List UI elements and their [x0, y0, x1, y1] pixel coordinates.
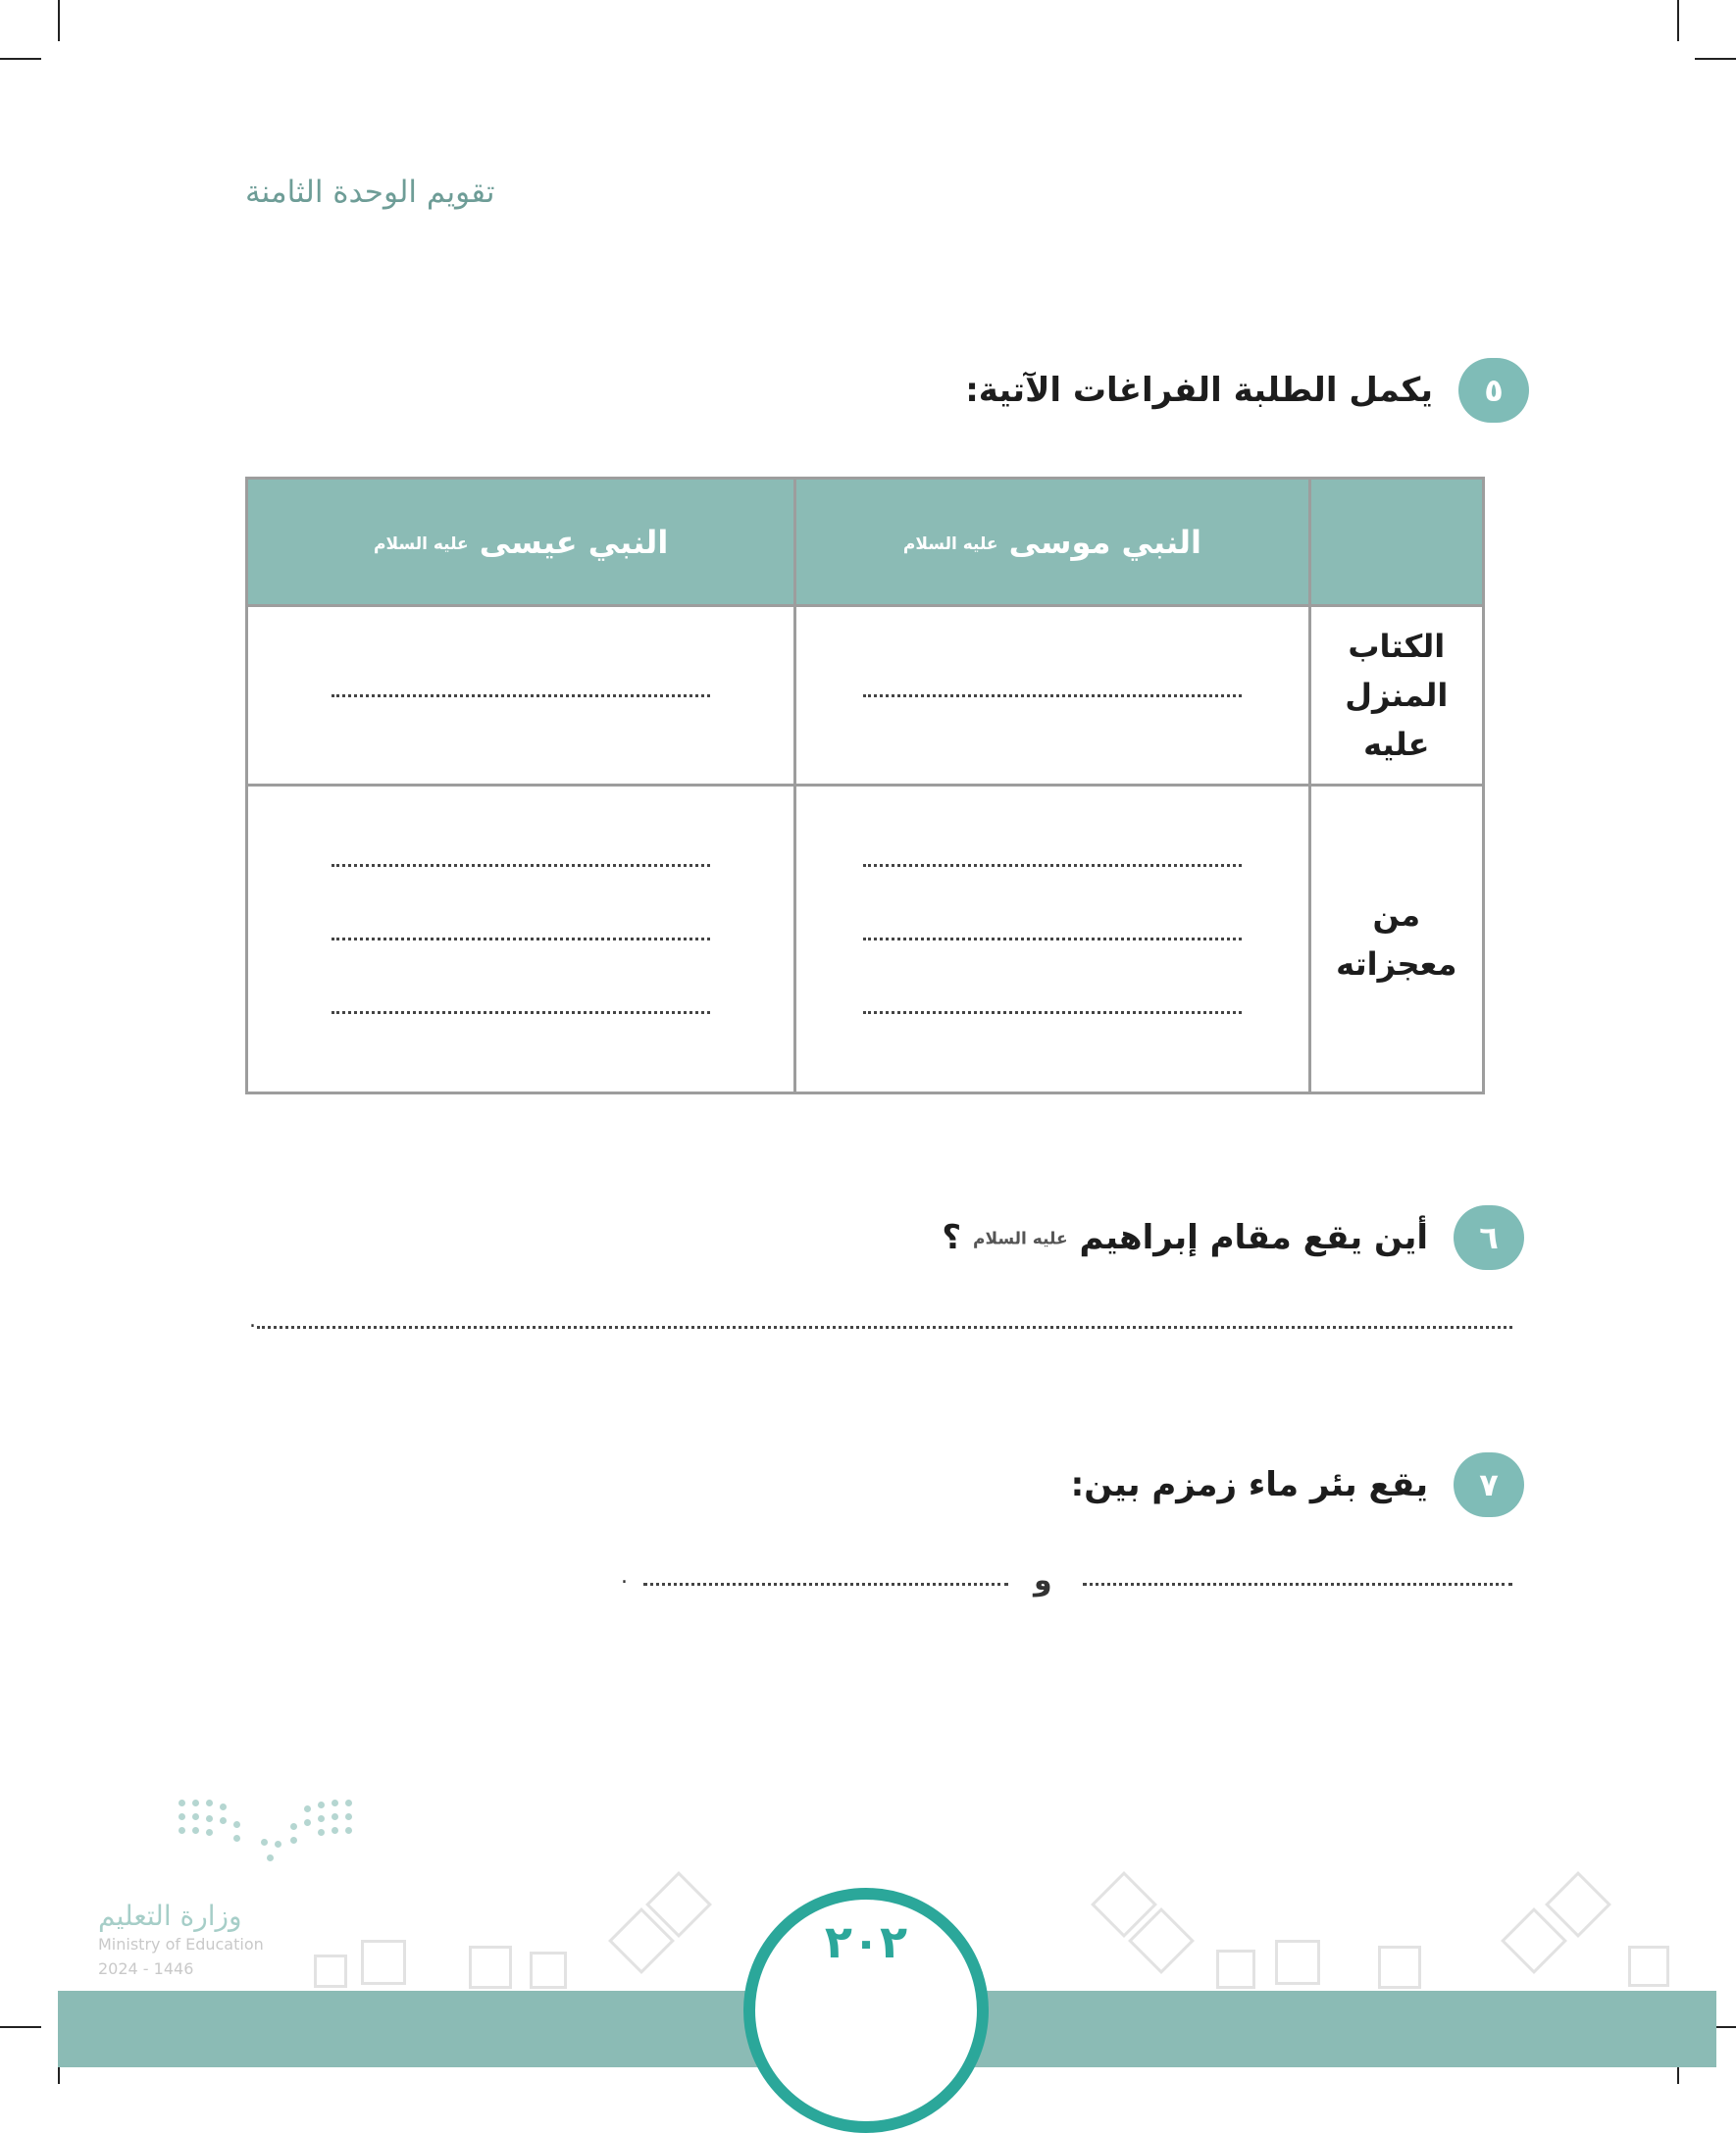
salutation-glyph: عليه السلام — [973, 1229, 1068, 1249]
decorative-square — [1216, 1950, 1255, 1989]
answer-blank[interactable] — [863, 864, 1242, 867]
row-label-miracles — [1309, 786, 1483, 1093]
crop-mark — [0, 58, 41, 60]
header-label: النبي موسى — [1008, 523, 1201, 561]
ministry-name-ar: وزارة التعليم — [98, 1900, 242, 1932]
page-number: ٢٠٢ — [824, 1915, 908, 1968]
question-mark: ؟ — [942, 1218, 962, 1257]
question-7 — [1071, 1452, 1524, 1517]
question-number-badge: ٥ — [1458, 358, 1529, 423]
period-mark: . — [621, 1564, 628, 1589]
conjunction-and: و — [1034, 1563, 1052, 1598]
question-number-badge: ٧ — [1454, 1452, 1524, 1517]
decorative-square — [1275, 1940, 1320, 1985]
question-number-badge: ٦ — [1454, 1205, 1524, 1270]
answer-cell[interactable] — [795, 786, 1309, 1093]
decorative-square — [314, 1955, 347, 1988]
ministry-year: 2024 - 1446 — [98, 1959, 194, 1978]
answer-blank[interactable] — [863, 938, 1242, 940]
decorative-square — [1378, 1946, 1421, 1989]
header-label: النبي عيسى — [479, 523, 669, 561]
table-corner-cell — [1309, 479, 1483, 606]
question-text — [942, 1218, 1428, 1257]
ministry-name-en: Ministry of Education — [98, 1935, 264, 1954]
decorative-square — [361, 1940, 406, 1985]
answer-cell[interactable] — [247, 786, 795, 1093]
page-title: تقويم الوحدة الثامنة — [245, 175, 495, 210]
answer-blank[interactable] — [643, 1583, 1008, 1586]
row-label-line: معجزاته — [1336, 944, 1457, 983]
answer-blank[interactable] — [863, 694, 1242, 697]
answer-cell[interactable] — [795, 606, 1309, 786]
answer-blank[interactable] — [332, 1011, 710, 1014]
question-text: يكمل الطلبة الفراغات الآتية: — [965, 371, 1433, 410]
answer-blank[interactable] — [332, 694, 710, 697]
salutation-glyph: عليه السلام — [902, 533, 998, 554]
row-label-book — [1309, 606, 1483, 786]
row-label-line: المنزل — [1345, 677, 1449, 714]
decorative-square — [530, 1952, 567, 1989]
question-5 — [965, 358, 1529, 423]
answer-blank[interactable] — [257, 1326, 1512, 1329]
header-musa — [795, 479, 1309, 606]
salutation-glyph: عليه السلام — [374, 533, 469, 554]
answer-cell[interactable] — [247, 606, 795, 786]
crop-mark — [0, 2026, 41, 2028]
header-isa — [247, 479, 795, 606]
question-text: يقع بئر ماء زمزم بين: — [1070, 1465, 1428, 1504]
question-6 — [942, 1205, 1524, 1270]
crop-mark — [58, 0, 60, 41]
decorative-square — [1628, 1946, 1669, 1987]
crop-mark — [1677, 0, 1679, 41]
decorative-square — [469, 1946, 512, 1989]
crop-mark — [1695, 58, 1736, 60]
row-label-line: عليه — [1363, 726, 1430, 763]
answer-blank[interactable] — [332, 938, 710, 940]
answer-blank[interactable] — [332, 864, 710, 867]
row-label-line: من — [1372, 895, 1421, 934]
row-label-line: الكتاب — [1348, 628, 1446, 665]
answer-blank[interactable] — [1083, 1583, 1512, 1586]
period-mark: . — [249, 1308, 256, 1333]
comparison-table — [245, 477, 1485, 1094]
answer-blank[interactable] — [863, 1011, 1242, 1014]
question-text-main: أين يقع مقام إبراهيم — [1079, 1218, 1428, 1257]
